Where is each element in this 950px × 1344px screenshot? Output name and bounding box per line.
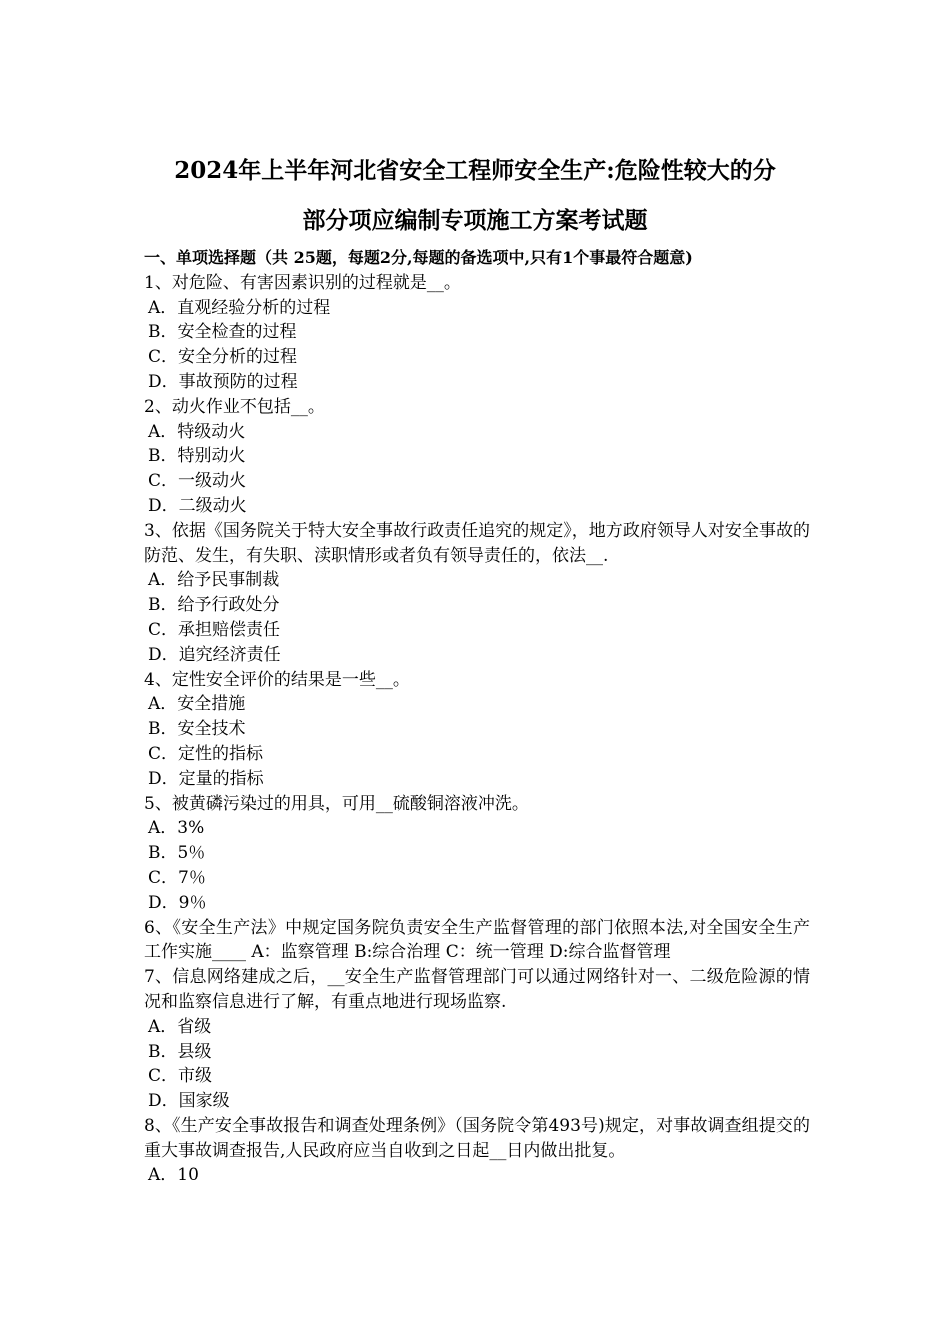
question-stem: 1、对危险、有害因素识别的过程就是__。 [144,272,461,293]
option-c: C．定性的指标 [148,743,264,764]
document-title [60,146,890,246]
option-b: B．安全技术 [148,719,246,740]
question-stem: 7、信息网络建成之后，__安全生产监督管理部门可以通过网络针对一、二级危险源的情况和监察信息进行了解，有重点地进行现场监察. [144,967,810,1012]
option-d: D．国家级 [148,1091,230,1112]
title-line-1: 2024年上半年河北省安全工程师安全生产:危险性较大的分 [174,157,776,184]
option-b: B．5％ [148,843,206,864]
title-line-2: 部分项应编制专项施工方案考试题 [302,207,648,234]
question-3 [144,519,810,668]
question-7 [144,965,810,1114]
option-d: D．9％ [148,892,207,913]
option-d: D．定量的指标 [148,768,264,789]
question-2 [144,395,810,519]
option-a: A．给予民事制裁 [148,570,280,591]
option-b: B．给予行政处分 [148,595,280,616]
question-5 [144,792,810,916]
option-c: C．市级 [148,1066,213,1087]
option-a: A．3% [148,818,205,839]
option-a: A．10 [148,1165,199,1186]
option-a: A．直观经验分析的过程 [148,297,331,318]
question-4 [144,668,810,792]
question-stem: 8、《生产安全事故报告和调查处理条例》（国务院令第493号)规定，对事故调查组提交的重大事故调查报告,人民政府应当自收到之日起__日内做出批复。 [144,1115,810,1161]
option-b: B．安全检查的过程 [148,322,297,343]
option-a: A．安全措施 [148,694,246,715]
question-stem: 4、定性安全评价的结果是一些__。 [144,669,410,690]
section-heading: 一、单项选择题（共 25题，每题2分,每题的备选项中,只有1个事最符合题意) [144,248,693,267]
question-stem: 5、被黄磷污染过的用具，可用__硫酸铜溶液冲洗。 [144,793,529,814]
option-c: C．承担赔偿责任 [148,619,281,640]
question-stem: 3、依据《国务院关于特大安全事故行政责任追究的规定》，地方政府领导人对安全事故的防范、发生，有失职、渎职情形或者负有领导责任的，依法__. [144,520,810,566]
option-c: C．安全分析的过程 [148,347,298,368]
option-d: D．追究经济责任 [148,644,281,665]
option-d: D．事故预防的过程 [148,371,298,392]
option-a: A．省级 [148,1016,212,1037]
question-8 [144,1114,810,1188]
option-b: B．特别动火 [148,446,246,467]
document-body [144,246,810,1188]
question-1 [144,271,810,395]
option-b: B．县级 [148,1041,212,1062]
question-6 [144,916,810,966]
option-a: A．特级动火 [148,421,246,442]
option-c: C．7％ [148,867,206,888]
question-stem: 2、动火作业不包括__。 [144,396,325,417]
option-d: D．二级动火 [148,495,247,516]
option-c: C．一级动火 [148,471,247,492]
question-stem: 6、《安全生产法》中规定国务院负责安全生产监督管理的部门依照本法,对全国安全生产工作实施____ A：监察管理 B:综合治理 C：统一管理 D:综合监督管理 [144,917,810,963]
